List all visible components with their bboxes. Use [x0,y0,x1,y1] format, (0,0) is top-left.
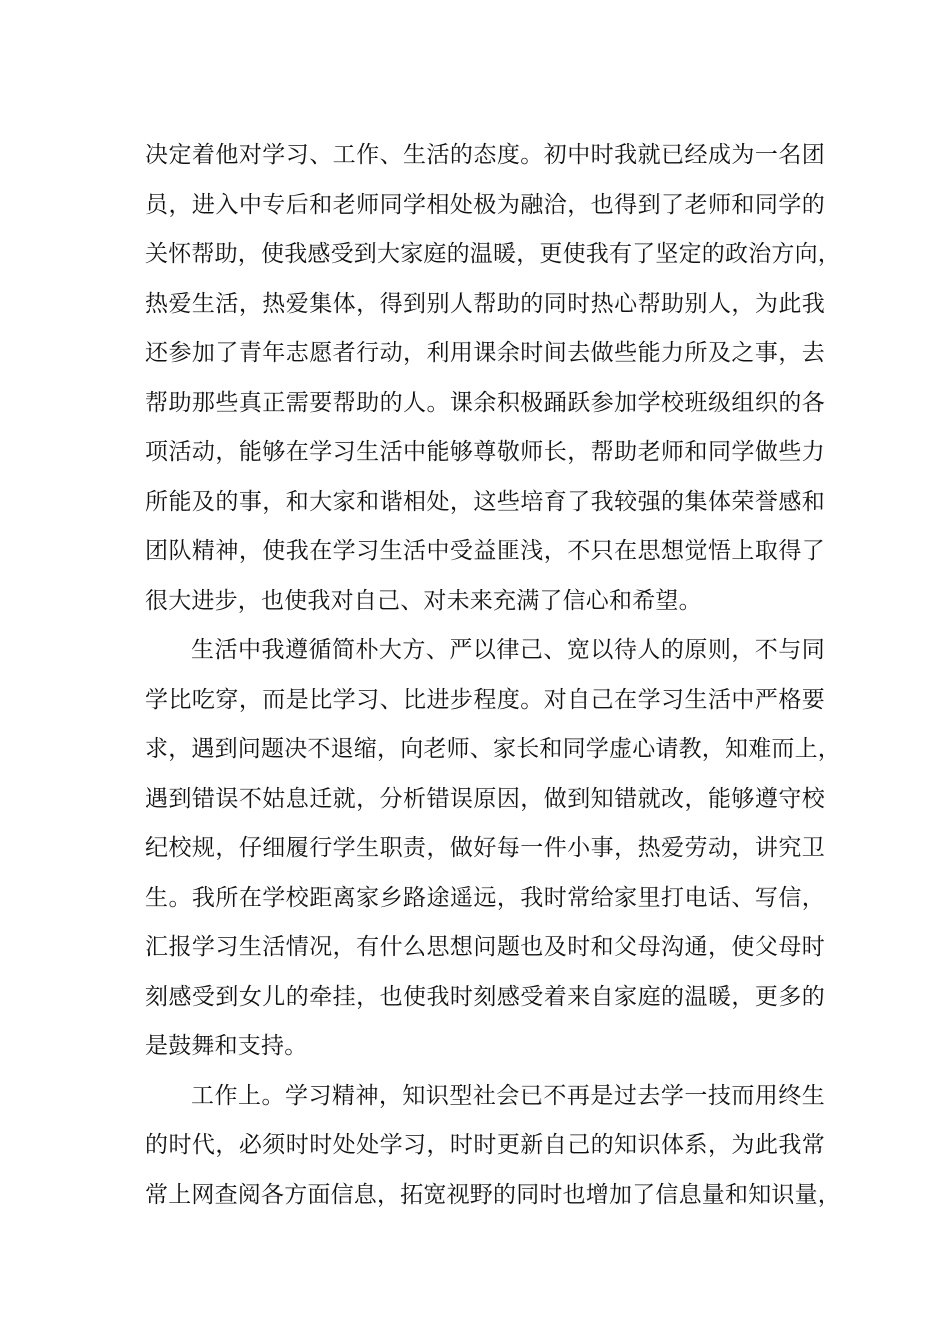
text-line: 所能及的事，和大家和谐相处，这些培育了我较强的集体荣誉感和 [145,488,825,515]
text-line: 刻感受到女儿的牵挂，也使我时刻感受着来自家庭的温暖，更多的 [145,983,825,1010]
paragraph-end-line: 很大进步，也使我对自己、对未来充满了信心和希望。 [145,587,702,614]
text-line: 求，遇到问题决不退缩，向老师、家长和同学虚心请教，知难而上， [145,736,841,762]
text-line: 团队精神，使我在学习生活中受益匪浅，不只在思想觉悟上取得了 [145,538,825,564]
paragraph-first-line: 生活中我遵循简朴大方、严以律己、宽以待人的原则，不与同 [191,637,825,663]
text-line: 遇到错误不姑息迁就，分析错误原因，做到知错就改，能够遵守校 [145,785,825,812]
document-body [145,131,841,1220]
text-line: 还参加了青年志愿者行动，利用课余时间去做些能力所及之事，去 [145,340,825,366]
text-line: 汇报学习生活情况，有什么思想问题也及时和父母沟通，使父母时 [145,934,825,960]
paragraph-first-line: 工作上。学习精神，知识型社会已不再是过去学一技而用终生 [191,1082,825,1109]
text-line: 项活动，能够在学习生活中能够尊敬师长，帮助老师和同学做些力 [145,439,825,465]
paragraph-end-line: 是鼓舞和支持。 [145,1033,308,1059]
text-line: 关怀帮助，使我感受到大家庭的温暖，更使我有了坚定的政治方向， [145,241,841,267]
text-line: 帮助那些真正需要帮助的人。课余积极踊跃参加学校班级组织的各 [145,389,825,416]
text-line: 纪校规，仔细履行学生职责，做好每一件小事，热爱劳动，讲究卫 [145,835,825,861]
text-line: 员，进入中专后和老师同学相处极为融洽，也得到了老师和同学的 [145,191,825,218]
text-line: 常上网查阅各方面信息，拓宽视野的同时也增加了信息量和知识量， [145,1181,841,1208]
text-line: 学比吃穿，而是比学习、比进步程度。对自己在学习生活中严格要 [145,686,825,713]
text-line: 生。我所在学校距离家乡路途遥远，我时常给家里打电话、写信， [145,884,825,911]
text-line: 热爱生活，热爱集体，得到别人帮助的同时热心帮助别人，为此我 [145,290,825,317]
text-line: 决定着他对学习、工作、生活的态度。初中时我就已经成为一名团 [145,142,825,168]
text-line: 的时代，必须时时处处学习，时时更新自己的知识体系，为此我常 [145,1132,825,1158]
